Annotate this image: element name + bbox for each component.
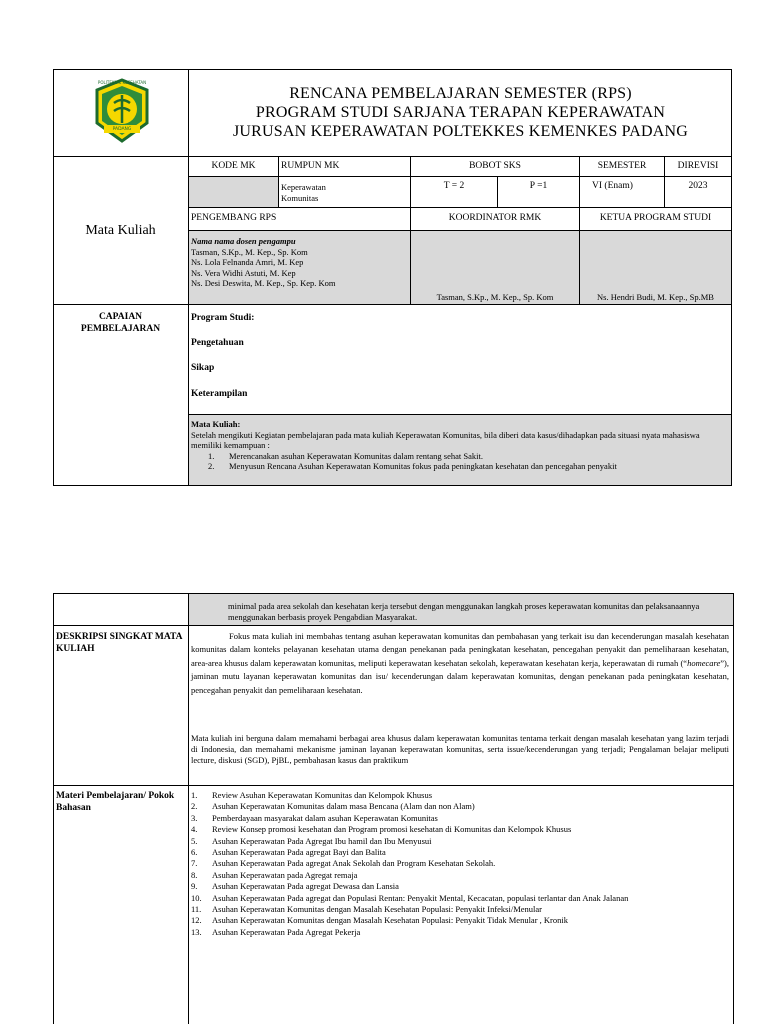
pengetahuan-label: Pengetahuan bbox=[191, 338, 244, 348]
deskripsi-label: DESKRIPSI SINGKAT MATA KULIAH bbox=[56, 632, 182, 654]
capaian-item: 2. Menyusun Rencana Asuhan Keperawatan Komunitas fokus pada peningkatan kesehatan dan pencegahan penyakit bbox=[208, 461, 617, 471]
materi-item: 1. Review Asuhan Keperawatan Komunitas dan Kelompok Khusus bbox=[191, 790, 433, 800]
materi-item: 10. Asuhan Keperawatan Pada agregat dan Populasi Rentan: Penyakit Mental, Kecacatan, populasi terlantar dan Anak Jalanan bbox=[191, 892, 629, 903]
materi-item: 3. Pemberdayaan masyarakat dalam asuhan Keperawatan Komunitas bbox=[191, 812, 438, 823]
title-line-2: PROGRAM STUDI SARJANA TERAPAN KEPERAWATAN bbox=[255, 104, 666, 121]
direvisi-label: DIREVISI bbox=[677, 161, 719, 171]
dosen-1: Tasman, S.Kp., M. Kep., Sp. Kom bbox=[191, 246, 308, 257]
direvisi-value: 2023 bbox=[688, 181, 708, 191]
title-line-1: RENCANA PEMBELAJARAN SEMESTER (RPS) bbox=[289, 85, 632, 102]
mk-label: Mata Kuliah: bbox=[191, 419, 241, 429]
deskripsi-para-2: Mata kuliah ini berguna dalam memahami berbagai area khusus dalam keperawatan komunitas tentama terkait dengan masalah kesehatan yang lazim terjadi di Indonesia, dan memahami mekanisme jaminan layanan keperawatan komunitas, serta issue/kecenderungan yang terjadi; Pengalaman belajar meliputi lecture, diskusi (SGD), PjBL, pembahasan kasus dan praktikum bbox=[191, 733, 729, 766]
dosen-list bbox=[191, 236, 409, 289]
ketua-label: KETUA PROGRAM STUDI bbox=[599, 213, 712, 223]
pengembang-label: PENGEMBANG RPS bbox=[191, 213, 277, 223]
document-title bbox=[189, 84, 732, 141]
dosen-heading: Nama nama dosen pengampu bbox=[191, 236, 296, 246]
praktik-value: P =1 bbox=[529, 181, 548, 191]
logo-top-text: POLITEKNIK KESEHATAN bbox=[97, 80, 147, 85]
keterampilan-label: Keterampilan bbox=[191, 389, 248, 399]
kode-mk-value-cell bbox=[189, 176, 278, 207]
capaian-item: 1. Merencanakan asuhan Keperawatan Komunitas dalam rentang sehat Sakit. bbox=[208, 450, 483, 461]
kode-mk-label: KODE MK bbox=[211, 161, 256, 171]
deskripsi-para-1: Fokus mata kuliah ini membahas tentang asuhan keperawatan komunitas dan pembahasan yang terkait isu dan kecenderungan masalah kesehatan komunitas dalam konteks pelayanan kesehatan utama dengan penekanan pada peningkatan kesehatan, pencegahan penyakit dan pemeliharaan kesehatan, area-area khusus dalam keperawatan komunitas, meliputi keperawatan kesehatan sekolah, keperawatan kesehatan kerja, keperawatan di rumah (“homecare”), jaminan mutu layanan keperawatan komunitas dan isu/ kecenderungan dalam keperawatan komunitas, dengan penekanan pada peningkatan kesehatan, pencegahan penyakit dan pemeliharaan kesehatan. bbox=[191, 631, 729, 695]
capaian-continuation: minimal pada area sekolah dan kesehatan kerja tersebut dengan menggunakan langkah proses keperawatan komunitas dan pelaksanaannya menggunakan berbasis proyek Pengabdian Masyarakat. bbox=[228, 601, 700, 622]
materi-label: Materi Pembelajaran/ Pokok Bahasan bbox=[56, 791, 175, 813]
mata-kuliah-label: Mata Kuliah bbox=[85, 223, 156, 238]
dosen-4: Ns. Desi Deswita, M. Kep., Sp. Kep. Kom bbox=[191, 278, 336, 288]
dosen-2: Ns. Lola Felnanda Amri, M. Kep bbox=[191, 257, 304, 267]
bobot-sks-label: BOBOT SKS bbox=[469, 161, 521, 171]
semester-label: SEMESTER bbox=[597, 161, 647, 171]
materi-item: 8. Asuhan Keperawatan pada Agregat remaja bbox=[191, 869, 358, 880]
rumpun-mk-label: RUMPUN MK bbox=[281, 161, 340, 171]
materi-item: 7. Asuhan Keperawatan Pada agregat Anak Sekolah dan Program Kesehatan Sekolah. bbox=[191, 858, 496, 869]
title-line-3: JURUSAN KEPERAWATAN POLTEKKES KEMENKES PADANG bbox=[232, 123, 689, 140]
dosen-3: Ns. Vera Widhi Astuti, M. Kep bbox=[191, 267, 296, 278]
poltekkes-logo bbox=[88, 77, 156, 145]
prodi-label: Program Studi: bbox=[191, 313, 255, 323]
capaian-label: CAPAIAN PEMBELAJARAN bbox=[80, 312, 161, 334]
capaian-items bbox=[191, 451, 729, 472]
koordinator-label: KOORDINATOR RMK bbox=[448, 213, 542, 223]
materi-item: 11. Asuhan Keperawatan Komunitas dengan Masalah Kesehatan Populasi: Penyakit Infeksi/Menular bbox=[191, 904, 542, 915]
materi-item: 13. Asuhan Keperawatan Pada Agregat Pekerja bbox=[191, 926, 361, 937]
capaian-mk-block bbox=[191, 419, 729, 472]
semester-value: VI (Enam) bbox=[592, 181, 633, 191]
materi-item: 2. Asuhan Keperawatan Komunitas dalam masa Bencana (Alam dan non Alam) bbox=[191, 801, 475, 812]
logo-bottom-text: PADANG bbox=[112, 127, 132, 132]
koordinator-value: Tasman, S.Kp., M. Kep., Sp. Kom bbox=[436, 292, 554, 302]
materi-item: 9. Asuhan Keperawatan Pada agregat Dewasa dan Lansia bbox=[191, 881, 399, 892]
materi-item: 6. Asuhan Keperawatan Pada agregat Bayi dan Balita bbox=[191, 847, 386, 858]
materi-list bbox=[191, 790, 729, 938]
ketua-value: Ns. Hendri Budi, M. Kep., Sp.MB bbox=[597, 292, 714, 302]
rumpun-mk-value: Keperawatan Komunitas bbox=[281, 182, 326, 203]
sikap-label: Sikap bbox=[191, 363, 215, 373]
materi-item: 5. Asuhan Keperawatan Pada Agregat Ibu hamil dan Ibu Menyusui bbox=[191, 835, 432, 846]
materi-item: 12. Asuhan Keperawatan Komunitas dengan Masalah Kesehatan Populasi: Penyakit Tidak Menular , Kronik bbox=[191, 915, 568, 926]
teori-value: T = 2 bbox=[443, 181, 465, 191]
materi-item: 4. Review Konsep promosi kesehatan dan Program promosi kesehatan di Komunitas dan Kelompok Khusus bbox=[191, 824, 572, 835]
mk-intro: Setelah mengikuti Kegiatan pembelajaran pada mata kuliah Keperawatan Komunitas, bila diberi data kasus/dihadapkan pada situasi nyata mahasiswa memiliki kemampuan : bbox=[191, 429, 700, 450]
